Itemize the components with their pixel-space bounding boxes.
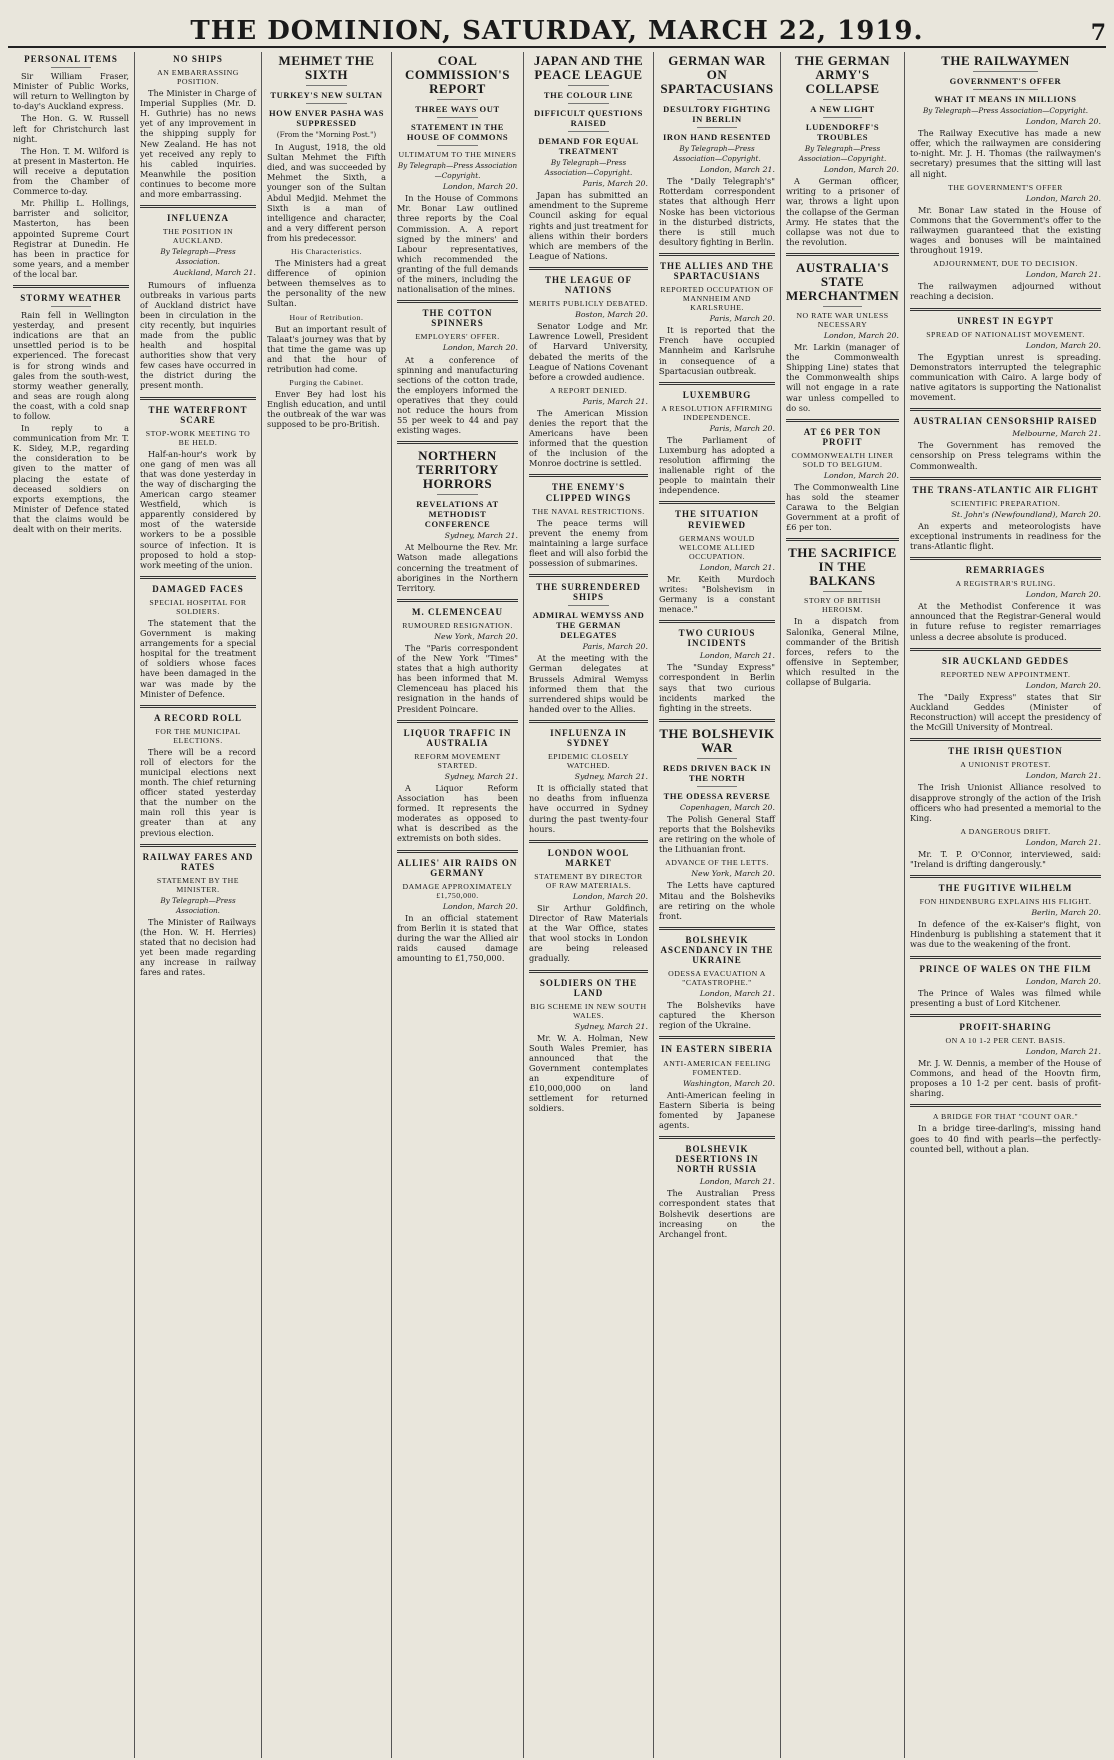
article-cotton-spinners [397,308,518,435]
article-dateline: London, March 21. [699,562,775,572]
article-sacrifice-balkans [786,546,899,687]
article-dateline: London, March 20. [823,165,899,175]
article-subhead: MERITS PUBLICLY DEBATED. [529,299,649,309]
article-paragraph: In defence of the ex-Kaiser's flight, von Hindenburg is publishing a statement that it was due to the weakening of the front. [910,919,1101,950]
article-stormy-weather [13,293,129,534]
article-subhead: STORY OF BRITISH HEROISM. [804,596,881,615]
article-dateline: London, March 20. [442,182,518,192]
article-subhead: GERMANS WOULD WELCOME ALLIED OCCUPATION. [678,533,756,561]
article-dateline: New York, March 20. [691,869,775,879]
column-1 [8,52,135,1758]
masthead [8,6,1106,48]
article-dateline: London, March 21. [1025,270,1101,280]
article-irish-question [910,746,1101,869]
article-crosshead: ADVANCE OF THE LETTS. [665,858,769,868]
article-influenza [140,213,256,390]
article-subhead: ODESSA EVACUATION A "CATASTROPHE." [668,969,766,988]
article-dateline: Washington, March 20. [683,1078,775,1088]
article-headline: MEHMET THE SIXTH [278,53,375,82]
article-paragraph: The Polish General Staff reports that the Bolsheviks are retiring on the whole of the Lithuanian front. [659,813,775,855]
page-number: 7 [1090,20,1106,46]
article-dateline: New York, March 20. [434,631,518,641]
article-subhead: SPREAD OF NATIONALIST MOVEMENT. [926,329,1085,339]
column-7 [781,52,905,1758]
article-subhead: REPORTED NEW APPOINTMENT. [940,669,1071,679]
article-headline: THE SURRENDERED SHIPS [536,582,641,603]
article-subhead: REPORTED OCCUPATION OF MANNHEIM AND KARLSRUHE. [660,285,774,313]
article-deck: REVELATIONS AT METHODIST CONFERENCE [416,499,499,530]
columns [8,52,1106,1758]
article-paragraph: Sir William Fraser, Minister of Public Works, will return to Wellington by to-day's Auckland express. [13,71,129,112]
article-deck: DEMAND FOR EQUAL TREATMENT [538,136,639,156]
column-8 [905,52,1106,1758]
article-profit-sharing [910,1022,1101,1099]
article-geddes [910,656,1101,733]
article-no-ships [140,54,256,199]
article-headline: A RECORD ROLL [153,712,242,723]
article-subhead: A REGISTRAR'S RULING. [955,579,1056,589]
article-dateline: London, March 20. [1025,193,1101,203]
article-subhead: DAMAGE APPROXIMATELY £1,750,000. [402,881,513,900]
article-subhead: A UNIONIST PROTEST. [960,760,1051,770]
article-deck: IRON HAND RESENTED [662,132,772,142]
article-railwaymen [910,54,1101,302]
article-headline: PRINCE OF WALES ON THE FILM [919,963,1092,974]
article-paragraph: The American Mission denies the report that the Americans have been informed that the question of the inclusion of the Monroe doctrine is settled. [529,407,648,469]
article-dateline: London, March 20. [1025,976,1101,986]
article-personal-items [13,54,129,279]
article-dateline: London, March 20. [442,343,518,353]
article-headline: AUSTRALIAN CENSORSHIP RAISED [913,416,1098,427]
article-paragraph: The Letts have captured Mitau and the Bolsheviks are retiring on the whole front. [659,880,775,921]
article-ukraine [659,935,775,1031]
article-headline: A BRIDGE FOR THAT "COUNT OAR." [932,1112,1079,1122]
column-4 [392,52,524,1758]
article-subhead: ON A 10 1-2 PER CENT. BASIS. [945,1036,1066,1045]
article-headline: M. CLEMENCEAU [412,606,503,617]
article-deck: DESULTORY FIGHTING IN BERLIN [663,104,771,124]
article-paragraph: The Railway Executive has made a new offer, which the railwaymen are considering to-night. Mr. J. H. Thomas (the railwaymen's secretary) presumes that the sitting will last all night. [910,128,1101,179]
article-profit-per-ton [786,427,899,533]
article-paragraph: The Prince of Wales was filmed while presenting a bust of Lord Kitchener. [910,987,1101,1008]
article-subhead: ANTI-AMERICAN FEELING FOMENTED. [663,1058,771,1077]
article-railway-fares [140,852,256,978]
article-paragraph: The Bolsheviks have captured the Kherson region of the Ukraine. [659,1000,775,1031]
article-bridge [910,1112,1101,1153]
article-headline: ALLIES' AIR RAIDS ON GERMANY [397,857,518,878]
article-headline: SOLDIERS ON THE LAND [539,977,638,998]
article-paragraph: The Egyptian unrest is spreading. Demonstrators interrupted the telegraphic communication with Cairo. A large body of native agitators is supporting the Nationalist movement. [910,351,1101,403]
article-luxemburg [659,390,775,496]
article-paragraph: Rumours of influenza outbreaks in various parts of Auckland district have been in circulation in the city recently, but inquiries made from the public health and hospital authorities show that very few cases have occurred in the district during the present month. [140,279,256,391]
article-headline: THE SACRIFICE IN THE BALKANS [788,545,897,589]
article-dateline: Paris, March 20. [582,642,648,652]
article-subhead: FON HINDENBURG EXPLAINS HIS FLIGHT. [919,897,1092,907]
article-byline: By Telegraph—Press Association—Copyright. [922,106,1089,115]
article-crosshead: ADJOURNMENT, DUE TO DECISION. [933,259,1078,269]
article-headline: LONDON WOOL MARKET [547,847,630,868]
article-clemenceau [397,607,518,714]
article-paragraph: The railwaymen adjourned without reaching a decision. [910,281,1101,302]
article-allies-spartacusians [659,261,775,376]
article-league-of-nations [529,275,648,469]
article-damaged-faces [140,584,256,699]
article-crosshead: A DANGEROUS DRIFT. [960,826,1051,836]
article-censorship [910,416,1101,470]
article-dateline: Sydney, March 21. [574,772,648,782]
article-situation-reviewed [659,509,775,614]
article-deck: THREE WAYS OUT [415,104,500,114]
article-paragraph: Mr. Bonar Law stated in the House of Commons that the Government's offer to the railwaymen guaranteed that the existing wages and bonuses will be maintained throughout 1919. [910,204,1101,256]
article-paragraph: The Government has removed the censorship on Press telegrams within the Commonwealth. [910,440,1101,471]
article-subhead: SCIENTIFIC PREPARATION. [950,498,1061,508]
article-headline: GERMAN WAR ON SPARTACUSIANS [660,53,774,96]
article-subhead: SPECIAL HOSPITAL FOR SOLDIERS. [149,597,247,616]
article-paragraph: The Hon. G. W. Russell left for Christchurch last night. [13,113,129,144]
article-air-flight [910,485,1101,551]
article-credit: (From the "Morning Post.") [276,130,377,139]
article-subhead: A REPORT DENIED. [549,385,628,395]
article-byline: By Telegraph—Press Association. [160,895,236,915]
article-dateline: Boston, March 20. [575,310,648,320]
article-influenza-sydney [529,728,648,834]
article-paragraph: The Hon. T. M. Wilford is at present in Masterton. He will receive a deputation from the Chamber of Commerce to-day. [13,145,129,197]
article-headline: THE TRANS-ATLANTIC AIR FLIGHT [912,484,1099,495]
article-coal-commission [397,54,518,294]
article-headline: THE IRISH QUESTION [948,746,1063,757]
article-paragraph: Mr. Keith Murdoch writes: "Bolshevism in Germany is a constant menace." [659,573,775,614]
article-subhead: REFORM MOVEMENT STARTED. [414,751,501,770]
article-dateline: Paris, March 20. [582,179,648,189]
article-byline: By Telegraph—Press Association—Copyright. [673,144,761,164]
article-paragraph: It is reported that the French have occupied Mannheim and Karlsruhe in consequence of a Spartacusian outbreak. [659,325,775,376]
article-deck: ULTIMATUM TO THE MINERS [398,150,517,159]
article-headline: THE FUGITIVE WILHELM [938,883,1073,894]
article-dateline: Paris, March 20. [709,314,775,324]
article-crosshead: Hour of Retribution. [289,312,364,322]
article-paragraph: Japan has submitted an amendment to the Supreme Council asking for equal rights and just treatment for aliens within their borders which are members of the League of Nations. [529,190,648,261]
article-dateline: St. John's (Newfoundland), March 20. [951,509,1101,519]
article-byline: By Telegraph—Press Association—Copyright. [397,161,518,181]
article-headline: PERSONAL ITEMS [24,54,118,64]
article-paragraph: The Irish Unionist Alliance resolved to disapprove strongly of the action of the Irish officers who had presented a memorial to the King. [910,782,1101,823]
article-headline: RAILWAY FARES AND RATES [142,851,254,872]
article-deck: HOW ENVER PASHA WAS SUPPRESSED [268,108,385,128]
article-paragraph: In a bridge tiree-darling's, missing hand goes to 40 find with pearls—the perfectly-counted bell, without a plan. [910,1123,1101,1154]
article-subhead: BIG SCHEME IN NEW SOUTH WALES. [530,1001,647,1020]
article-paragraph: There will be a record roll of electors for the municipal elections next month. The chief returning officer stated yesterday that the number on the main roll this year is greater than at any previous election. [140,746,256,838]
column-3 [262,52,392,1758]
article-subhead: COMMONWEALTH LINER SOLD TO BELGIUM. [791,450,894,469]
article-dateline: London, March 21. [699,989,775,999]
article-eastern-siberia [659,1044,775,1130]
article-prince-of-wales [910,964,1101,1008]
article-headline: THE ENEMY'S CLIPPED WINGS [545,482,632,503]
article-headline: INFLUENZA [166,213,229,224]
article-headline: TWO CURIOUS INCIDENTS [678,628,756,649]
article-paragraph: Mr. T. P. O'Connor, interviewed, said: "Ireland is drifting dangerously." [910,848,1101,869]
article-deck: REDS DRIVEN BACK IN THE NORTH [663,762,771,783]
article-headline: IN EASTERN SIBERIA [660,1044,774,1055]
column-2 [135,52,262,1758]
article-paragraph: At the meeting with the German delegates at Brussels Admiral Wemyss informed them that the surrendered ships would be handed over to the Allies. [529,653,648,714]
article-bolshevik-war [659,727,775,921]
article-paragraph: In August, 1918, the old Sultan Mehmet the Fifth died, and was succeeded by Mehmet the Sixth, a younger son of the Sultan Abdul Medjid. Mehmet the Sixth is a man of intelligence and character, and a very different person from his predecessor. [267,142,386,243]
article-paragraph: In the House of Commons Mr. Bonar Law outlined three reports by the Coal Commission. A. A report signed by the miners' and Labour representatives, which recommended the granting of the full demands of the miners, including the nationalisation of the mines. [397,193,518,295]
article-paragraph: Half-an-hour's work by one gang of men was all that was done yesterday in the way of discharging the American cargo steamer Westfield, which is apparently considered by most of the waterside workers to be a possible source of infection. It is proposed to hold a stop-work meeting of the union. [140,448,256,570]
article-paragraph: Senator Lodge and Mr. Lawrence Lowell, President of Harvard University, debated the merits of the League of Nations Covenant before a crowded audience. [529,321,648,382]
article-headline: LUXEMBURG [682,389,752,400]
article-subhead: STATEMENT BY DIRECTOR OF RAW MATERIALS. [534,871,643,890]
article-deck: WHAT IT MEANS IN MILLIONS [934,94,1077,104]
article-dateline: London, March 21. [699,165,775,175]
article-dateline: Sydney, March 21. [444,531,518,541]
article-headline: BOLSHEVIK DESERTIONS IN NORTH RUSSIA [675,1144,759,1175]
article-headline: NORTHERN TERRITORY HORRORS [416,448,499,492]
article-paragraph: Anti-American feeling in Eastern Siberia is being fomented by Japanese agents. [659,1089,775,1130]
article-dateline: London, March 20. [1025,117,1101,127]
article-paragraph: The "Daily Express" states that Sir Auckland Geddes (Minister of Reconstruction) will accept the presidency of the McGill University of Montreal. [910,691,1101,733]
article-surrendered-ships [529,582,648,714]
article-headline: DAMAGED FACES [152,583,244,594]
article-subhead: A RESOLUTION AFFIRMING INDEPENDENCE. [661,403,773,422]
article-curious-incidents [659,628,775,713]
article-waterfront-scare [140,405,256,570]
article-crosshead: His Characteristics. [290,247,363,257]
article-dateline: Sydney, March 21. [444,771,518,781]
article-paragraph: In reply to a communication from Mr. T. K. Sidey, M.P., regarding the consideration to be given to the matter of placing the estate of deceased soldiers on exports exemptions, the Minister of Defence stated that the claims would be dealt with on their merits. [13,423,129,535]
article-paragraph: The Minister in Charge of Imperial Supplies (Mr. D. H. Guthrie) has no news yet of any improvement in the shipping supply for New Zealand. He has not yet received any reply to his cabled inquiries. Meanwhile the position continues to become more and more embarrassing. [140,88,256,200]
article-paragraph: An experts and meteorologists have exceptional instruments in readiness for the trans-Atlantic flight. [910,520,1101,551]
article-remarriages [910,565,1101,642]
article-headline: AT £6 PER TON PROFIT [803,426,882,447]
article-dateline: London, March 21. [1025,771,1101,781]
article-paragraph: In an official statement from Berlin it is stated that during the war the Allied air raids caused damage amounting to £1,750,000. [397,912,518,964]
article-dateline: Paris, March 20. [709,423,775,433]
article-mehmet-the-sixth [267,54,386,429]
article-headline: LIQUOR TRAFFIC IN AUSTRALIA [403,727,512,748]
article-paragraph: At the Methodist Conference it was announced that the Registrar-General would in future refuse to register remarriages unless a decree absolute is produced. [910,601,1101,642]
article-headline: THE BOLSHEVIK WAR [659,725,775,755]
article-unrest-egypt [910,316,1101,403]
article-paragraph: The "Daily Telegraph's" Rotterdam correspondent states that although Herr Noske has been victorious in the disturbed districts, there is still much desultory fighting in Berlin. [659,176,775,247]
article-german-army-collapse [786,54,899,247]
article-paragraph: The Parliament of Luxemburg has adopted a resolution affirming the inalienable right of the people to maintain their independence. [659,434,775,496]
article-headline: THE WATERFRONT SCARE [148,404,248,425]
article-headline: NO SHIPS [173,54,223,64]
article-dateline: London, March 20. [1025,340,1101,350]
article-paragraph: Enver Bey had lost his English education, and until the outbreak of the war was supposed to be pro-British. [267,388,386,430]
article-dateline: London, March 20. [442,901,518,911]
article-headline: THE GERMAN ARMY'S COLLAPSE [795,53,890,96]
article-headline: THE COTTON SPINNERS [422,308,493,329]
article-dateline: London, March 20. [1025,680,1101,690]
article-paragraph: The "Paris correspondent of the New York "Times" states that a high authority has been informed that M. Clemenceau has placed his resignation in the hands of President Poincare. [397,643,518,714]
article-headline: THE SITUATION REVIEWED [674,509,760,530]
article-headline: COAL COMMISSION'S REPORT [405,53,510,96]
article-headline: JAPAN AND THE PEACE LEAGUE [533,53,644,82]
article-paragraph: A German officer, writing to a prisoner of war, throws a light upon the collapse of the German Army. He states that the collapse was not due to the revolution. [786,176,899,247]
article-london-wool [529,848,648,964]
article-headline: UNREST IN EGYPT [957,315,1054,326]
article-dateline: Berlin, March 20. [1031,908,1101,918]
article-north-russia [659,1144,775,1239]
article-headline: INFLUENZA IN SYDNEY [550,727,627,749]
article-dateline: Copenhagen, March 20. [679,802,775,812]
article-headline: PROFIT-SHARING [959,1021,1052,1032]
article-paragraph: But an important result of Talaat's journey was that by that time the game was up and that the hour of retribution had come. [267,323,386,374]
article-paragraph: In a dispatch from Salonika, General Milne, commander of the British forces, refers to the offensive in September, which resulted in the collapse of Bulgaria. [786,616,899,687]
article-deck: DIFFICULT QUESTIONS RAISED [534,108,643,128]
article-paragraph: The Ministers had a great difference of opinion between themselves as to the personality of the new Sultan. [267,258,386,309]
masthead-title: THE DOMINION, SATURDAY, MARCH 22, 1919. [190,16,924,46]
article-subhead: EPIDEMIC CLOSELY WATCHED. [547,752,630,771]
article-deck: STATEMENT IN THE HOUSE OF COMMONS [406,122,509,142]
article-crosshead: THE GOVERNMENT'S OFFER [948,182,1063,192]
article-dateline: London, March 20. [572,891,648,901]
article-paragraph: At a conference of spinning and manufacturing sections of the cotton trade, the employers informed the operatives that they could not reduce the hours from 55 per week to 44 and pay existing wages. [397,354,518,436]
article-dateline: London, March 20. [823,470,899,480]
article-subhead: EMPLOYERS' OFFER. [415,332,500,342]
article-dateline: London, March 21. [699,1177,775,1187]
article-paragraph: Mr. Phillip L. Hollings, barrister and solicitor, Masterton, has been appointed Supreme Court Registrar at Dunedin. He has been in practice for some years, and a member of the local bar. [13,198,129,279]
article-enemy-wings [529,482,648,568]
article-dateline: London, March 21. [1025,837,1101,847]
article-deck: TURKEY'S NEW SULTAN [270,90,383,100]
article-byline: By Telegraph—Press Association—Copyright. [544,158,633,178]
article-subhead: STOP-WORK MEETING TO BE HELD. [145,428,251,447]
article-deck: A NEW LIGHT [810,104,875,114]
article-state-merchantmen [786,261,899,413]
article-subhead: FOR THE MUNICIPAL ELECTIONS. [155,726,241,745]
article-subhead: RUMOURED RESIGNATION. [402,620,513,630]
article-paragraph: It is officially stated that no deaths from influenza have occurred in Sydney during the past twenty-four hours. [529,783,648,834]
article-japan-peace-league [529,54,648,261]
article-headline: THE LEAGUE OF NATIONS [544,274,632,296]
article-deck: THE ODESSA REVERSE [663,790,771,801]
article-fugitive-wilhelm [910,883,1101,949]
article-subhead: NO RATE WAR UNLESS NECESSARY [796,310,889,329]
article-crosshead: Purging the Cabinet. [289,377,364,387]
article-paragraph: A Liquor Reform Association has been formed. It represents the moderates as opposed to what is described as the extremists on both sides. [397,782,518,844]
article-paragraph: Sir Arthur Goldfinch, Director of Raw Materials at the War Office, states that wool stocks in London are being released gradually. [529,902,648,964]
article-soldiers-land [529,978,648,1114]
article-paragraph: The statement that the Government is making arrangements for a special hospital for the treatment of soldiers whose faces have been damaged in the war was made by the Minister of Defence. [140,617,256,699]
column-5 [524,52,654,1758]
article-dateline: London, March 21. [699,651,775,661]
article-paragraph: Mr. W. A. Holman, New South Wales Premier, has announced that the Government contemplates an expenditure of £10,000,000 on land settlement for returned soldiers. [529,1032,648,1114]
article-headline: REMARRIAGES [965,565,1046,576]
article-headline: BOLSHEVIK ASCENDANCY IN THE UKRAINE [660,934,774,965]
article-dateline: London, March 20. [1025,590,1101,600]
article-byline: By Telegraph—Press Association. [160,247,236,267]
article-paragraph: The Commonwealth Line has sold the steamer Carawa to the Belgian Government at a profit of £6 per ton. [786,481,899,533]
article-paragraph: The peace terms will prevent the enemy from maintaining a large surface fleet and will also forbid the possession of submarines. [529,517,648,568]
article-subhead: THE NAVAL RESTRICTIONS. [532,506,645,516]
article-liquor-traffic [397,728,518,844]
article-air-raids [397,858,518,964]
article-byline: By Telegraph—Press Association—Copyright. [798,144,887,164]
article-dateline: Melbourne, March 21. [1012,429,1101,439]
article-paragraph: The Australian Press correspondent states that Bolshevik desertions are increasing on the Archangel front. [659,1188,775,1239]
article-dateline: London, March 20. [823,330,899,340]
article-subhead: STATEMENT BY THE MINISTER. [156,875,240,894]
article-headline: THE ALLIES AND THE SPARTACUSIANS [659,260,775,282]
article-northern-territory [397,449,518,593]
article-dateline: Auckland, March 21. [173,268,256,278]
article-deck: LUDENDORFF'S TROUBLES [805,122,880,142]
article-headline: THE RAILWAYMEN [941,53,1070,68]
article-dateline: London, March 21. [1025,1047,1101,1056]
article-paragraph: The "Sunday Express" correspondent in Berlin says that two curious incidents marked the fighting in the streets. [659,662,775,713]
article-headline: SIR AUCKLAND GEDDES [941,655,1070,666]
article-dateline: Paris, March 21. [582,396,648,406]
article-headline: AUSTRALIA'S STATE MERCHANTMEN [786,259,900,303]
article-paragraph: Mr. J. W. Dennis, a member of the House of Commons, and head of the Hoovtn firm, proposes a 10 1-2 per cent. basis of profit-sharing. [910,1058,1101,1099]
article-deck: THE COLOUR LINE [543,90,634,100]
article-paragraph: At Melbourne the Rev. Mr. Watson made allegations concerning the treatment of aborigines in the Northern Territory. [397,542,518,593]
article-dateline: Sydney, March 21. [574,1021,648,1031]
article-subhead: AN EMBARRASSING POSITION. [157,68,239,87]
article-deck: GOVERNMENT'S OFFER [949,76,1062,86]
article-paragraph: Rain fell in Wellington yesterday, and present indications are that an unsettled period is to be experienced. The forecast is for strong winds and gales from the south-west, stormy weather generally, and seas are rough along the coast, with a cold snap to follow. [13,310,129,421]
column-6 [654,52,781,1758]
article-record-roll [140,713,256,838]
article-subhead: THE POSITION IN AUCKLAND. [162,227,234,246]
article-paragraph: Mr. Larkin (manager of the Commonwealth Shipping Line) states that the Commonwealth ships will not engage in a rate war unless compelled to do so. [786,342,899,413]
article-deck: ADMIRAL WEMYSS AND THE GERMAN DELEGATES [532,610,645,641]
article-headline: STORMY WEATHER [20,292,122,303]
article-paragraph: The Minister of Railways (the Hon. W. H. Herries) stated that no decision had yet been made regarding any increase in railway fares and rates. [140,917,256,978]
article-german-war-spartacusians [659,54,775,247]
